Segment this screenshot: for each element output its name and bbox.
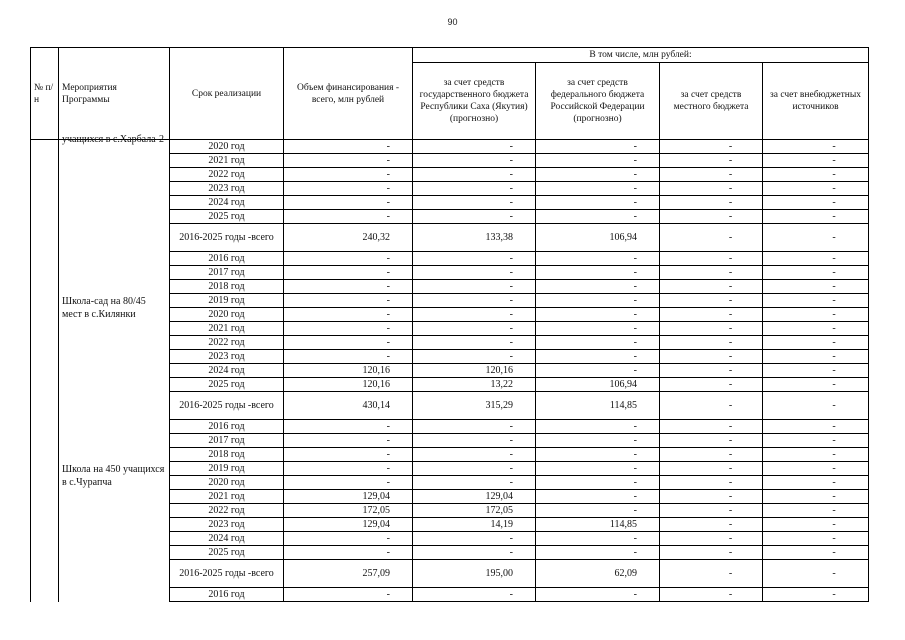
total-cell: 240,32 xyxy=(284,224,413,252)
republic-cell: - xyxy=(413,294,536,308)
total-cell: - xyxy=(284,294,413,308)
period-cell: 2017 год xyxy=(170,266,284,280)
extra-cell: - xyxy=(763,266,869,280)
total-cell: - xyxy=(284,266,413,280)
extra-cell: - xyxy=(763,490,869,504)
financing-table xyxy=(30,47,869,602)
local-cell: - xyxy=(660,588,763,602)
federal-cell: - xyxy=(536,462,660,476)
total-cell: - xyxy=(284,140,413,154)
total-cell: - xyxy=(284,420,413,434)
event-name: учащихся в с.Харбала-2 xyxy=(62,134,164,145)
total-cell: - xyxy=(284,434,413,448)
row-number-cell xyxy=(31,392,59,560)
period-cell: 2023 год xyxy=(170,182,284,196)
event-name: Школа на 450 учащихся в с.Чурапча xyxy=(62,463,165,488)
header-federal: за счет средств федерального бюджета Российской Федерации (прогнозно) xyxy=(536,63,660,140)
federal-cell: 106,94 xyxy=(536,224,660,252)
local-cell: - xyxy=(660,392,763,420)
total-cell: - xyxy=(284,196,413,210)
republic-cell: - xyxy=(413,252,536,266)
event-name-cell xyxy=(59,224,170,392)
local-cell: - xyxy=(660,252,763,266)
republic-cell: - xyxy=(413,588,536,602)
federal-cell: - xyxy=(536,420,660,434)
period-cell: 2022 год xyxy=(170,168,284,182)
federal-cell: - xyxy=(536,322,660,336)
federal-cell: - xyxy=(536,294,660,308)
total-cell: - xyxy=(284,168,413,182)
page-number: 90 xyxy=(447,17,458,27)
republic-cell: - xyxy=(413,462,536,476)
period-cell: 2020 год xyxy=(170,476,284,490)
extra-cell: - xyxy=(763,462,869,476)
federal-cell: 114,85 xyxy=(536,392,660,420)
total-cell: - xyxy=(284,322,413,336)
federal-cell: 62,09 xyxy=(536,560,660,588)
extra-cell: - xyxy=(763,224,869,252)
federal-cell: - xyxy=(536,490,660,504)
federal-cell: - xyxy=(536,364,660,378)
period-cell: 2016-2025 годы -всего xyxy=(170,224,284,252)
federal-cell: - xyxy=(536,266,660,280)
local-cell: - xyxy=(660,434,763,448)
extra-cell: - xyxy=(763,434,869,448)
extra-cell: - xyxy=(763,476,869,490)
period-cell: 2016 год xyxy=(170,588,284,602)
republic-cell: - xyxy=(413,266,536,280)
total-cell: - xyxy=(284,588,413,602)
period-cell: 2020 год xyxy=(170,140,284,154)
federal-cell: - xyxy=(536,532,660,546)
total-cell: - xyxy=(284,280,413,294)
header-group: В том числе, млн рублей: xyxy=(413,48,869,63)
extra-cell: - xyxy=(763,308,869,322)
federal-cell: 106,94 xyxy=(536,378,660,392)
event-name-cell xyxy=(59,560,170,602)
extra-cell: - xyxy=(763,504,869,518)
period-cell: 2024 год xyxy=(170,364,284,378)
federal-cell: - xyxy=(536,196,660,210)
extra-cell: - xyxy=(763,546,869,560)
local-cell: - xyxy=(660,336,763,350)
extra-cell: - xyxy=(763,322,869,336)
header-num: № п/н xyxy=(31,48,59,140)
header-row-group xyxy=(31,48,869,63)
federal-cell: - xyxy=(536,448,660,462)
extra-cell: - xyxy=(763,392,869,420)
republic-cell: 315,29 xyxy=(413,392,536,420)
extra-cell: - xyxy=(763,560,869,588)
federal-cell: - xyxy=(536,308,660,322)
extra-cell: - xyxy=(763,350,869,364)
local-cell: - xyxy=(660,532,763,546)
local-cell: - xyxy=(660,196,763,210)
local-cell: - xyxy=(660,518,763,532)
local-cell: - xyxy=(660,308,763,322)
extra-cell: - xyxy=(763,336,869,350)
event-name: Школа-сад на 80/45 мест в с.Килянки xyxy=(62,295,146,320)
financing-table-sheet xyxy=(30,47,870,607)
extra-cell: - xyxy=(763,294,869,308)
total-cell: 120,16 xyxy=(284,378,413,392)
total-cell: 430,14 xyxy=(284,392,413,420)
local-cell: - xyxy=(660,154,763,168)
local-cell: - xyxy=(660,294,763,308)
period-cell: 2024 год xyxy=(170,196,284,210)
header-extra: за счет внебюджетных источников xyxy=(763,63,869,140)
table-row-total xyxy=(31,392,869,420)
federal-cell: - xyxy=(536,280,660,294)
republic-cell: - xyxy=(413,168,536,182)
republic-cell: - xyxy=(413,154,536,168)
header-republic: за счет средств государственного бюджета Республики Саха (Якутия) (прогнозно) xyxy=(413,63,536,140)
local-cell: - xyxy=(660,560,763,588)
federal-cell: - xyxy=(536,350,660,364)
local-cell: - xyxy=(660,350,763,364)
table-row xyxy=(31,140,869,154)
republic-cell: - xyxy=(413,336,536,350)
republic-cell: - xyxy=(413,476,536,490)
republic-cell: - xyxy=(413,140,536,154)
period-cell: 2025 год xyxy=(170,546,284,560)
period-cell: 2020 год xyxy=(170,308,284,322)
republic-cell: - xyxy=(413,280,536,294)
total-cell: 129,04 xyxy=(284,518,413,532)
period-cell: 2021 год xyxy=(170,490,284,504)
extra-cell: - xyxy=(763,154,869,168)
extra-cell: - xyxy=(763,588,869,602)
total-cell: - xyxy=(284,154,413,168)
period-cell: 2016 год xyxy=(170,252,284,266)
period-cell: 2017 год xyxy=(170,434,284,448)
federal-cell: - xyxy=(536,168,660,182)
republic-cell: - xyxy=(413,182,536,196)
period-cell: 2019 год xyxy=(170,294,284,308)
local-cell: - xyxy=(660,140,763,154)
table-row-total xyxy=(31,560,869,588)
republic-cell: - xyxy=(413,196,536,210)
extra-cell: - xyxy=(763,448,869,462)
total-cell: - xyxy=(284,182,413,196)
header-local: за счет средств местного бюджета xyxy=(660,63,763,140)
federal-cell: 114,85 xyxy=(536,518,660,532)
republic-cell: - xyxy=(413,322,536,336)
total-cell: 129,04 xyxy=(284,490,413,504)
federal-cell: - xyxy=(536,252,660,266)
republic-cell: - xyxy=(413,420,536,434)
period-cell: 2016-2025 годы -всего xyxy=(170,392,284,420)
federal-cell: - xyxy=(536,154,660,168)
republic-cell: - xyxy=(413,532,536,546)
federal-cell: - xyxy=(536,588,660,602)
local-cell: - xyxy=(660,266,763,280)
table-row-total xyxy=(31,224,869,252)
event-name-cell xyxy=(59,134,170,224)
local-cell: - xyxy=(660,322,763,336)
local-cell: - xyxy=(660,168,763,182)
republic-cell: - xyxy=(413,210,536,224)
total-cell: - xyxy=(284,252,413,266)
local-cell: - xyxy=(660,210,763,224)
local-cell: - xyxy=(660,224,763,252)
local-cell: - xyxy=(660,490,763,504)
republic-cell: 172,05 xyxy=(413,504,536,518)
republic-cell: - xyxy=(413,350,536,364)
total-cell: 257,09 xyxy=(284,560,413,588)
local-cell: - xyxy=(660,378,763,392)
federal-cell: - xyxy=(536,140,660,154)
extra-cell: - xyxy=(763,280,869,294)
local-cell: - xyxy=(660,504,763,518)
local-cell: - xyxy=(660,448,763,462)
period-cell: 2016 год xyxy=(170,420,284,434)
local-cell: - xyxy=(660,420,763,434)
total-cell: - xyxy=(284,350,413,364)
republic-cell: 120,16 xyxy=(413,364,536,378)
row-number-cell xyxy=(31,560,59,602)
row-number-cell xyxy=(31,224,59,392)
total-cell: - xyxy=(284,476,413,490)
extra-cell: - xyxy=(763,182,869,196)
total-cell: - xyxy=(284,336,413,350)
republic-cell: 195,00 xyxy=(413,560,536,588)
republic-cell: 13,22 xyxy=(413,378,536,392)
event-name-cell xyxy=(59,392,170,560)
total-cell: - xyxy=(284,448,413,462)
total-cell: - xyxy=(284,546,413,560)
total-cell: - xyxy=(284,532,413,546)
period-cell: 2021 год xyxy=(170,322,284,336)
total-cell: - xyxy=(284,210,413,224)
republic-cell: 14,19 xyxy=(413,518,536,532)
extra-cell: - xyxy=(763,196,869,210)
period-cell: 2025 год xyxy=(170,210,284,224)
period-cell: 2024 год xyxy=(170,532,284,546)
federal-cell: - xyxy=(536,434,660,448)
period-cell: 2021 год xyxy=(170,154,284,168)
federal-cell: - xyxy=(536,546,660,560)
period-cell: 2025 год xyxy=(170,378,284,392)
extra-cell: - xyxy=(763,420,869,434)
total-cell: - xyxy=(284,462,413,476)
federal-cell: - xyxy=(536,336,660,350)
period-cell: 2023 год xyxy=(170,350,284,364)
total-cell: 120,16 xyxy=(284,364,413,378)
table-body xyxy=(31,134,869,602)
republic-cell: - xyxy=(413,308,536,322)
local-cell: - xyxy=(660,546,763,560)
period-cell: 2016-2025 годы -всего xyxy=(170,560,284,588)
header-period: Срок реализации xyxy=(170,48,284,140)
period-cell: 2022 год xyxy=(170,504,284,518)
extra-cell: - xyxy=(763,140,869,154)
extra-cell: - xyxy=(763,168,869,182)
header-event: Мероприятия Программы xyxy=(59,48,170,140)
federal-cell: - xyxy=(536,476,660,490)
period-cell: 2022 год xyxy=(170,336,284,350)
local-cell: - xyxy=(660,476,763,490)
local-cell: - xyxy=(660,182,763,196)
period-cell: 2023 год xyxy=(170,518,284,532)
period-cell: 2018 год xyxy=(170,280,284,294)
republic-cell: 133,38 xyxy=(413,224,536,252)
extra-cell: - xyxy=(763,378,869,392)
republic-cell: - xyxy=(413,448,536,462)
republic-cell: 129,04 xyxy=(413,490,536,504)
total-cell: - xyxy=(284,308,413,322)
period-cell: 2019 год xyxy=(170,462,284,476)
local-cell: - xyxy=(660,462,763,476)
extra-cell: - xyxy=(763,210,869,224)
local-cell: - xyxy=(660,364,763,378)
row-number-cell xyxy=(31,140,59,224)
federal-cell: - xyxy=(536,504,660,518)
republic-cell: - xyxy=(413,434,536,448)
extra-cell: - xyxy=(763,532,869,546)
federal-cell: - xyxy=(536,210,660,224)
extra-cell: - xyxy=(763,518,869,532)
total-cell: 172,05 xyxy=(284,504,413,518)
period-cell: 2018 год xyxy=(170,448,284,462)
header-total: Объем финансирования - всего, млн рублей xyxy=(284,48,413,140)
extra-cell: - xyxy=(763,252,869,266)
republic-cell: - xyxy=(413,546,536,560)
federal-cell: - xyxy=(536,182,660,196)
extra-cell: - xyxy=(763,364,869,378)
local-cell: - xyxy=(660,280,763,294)
